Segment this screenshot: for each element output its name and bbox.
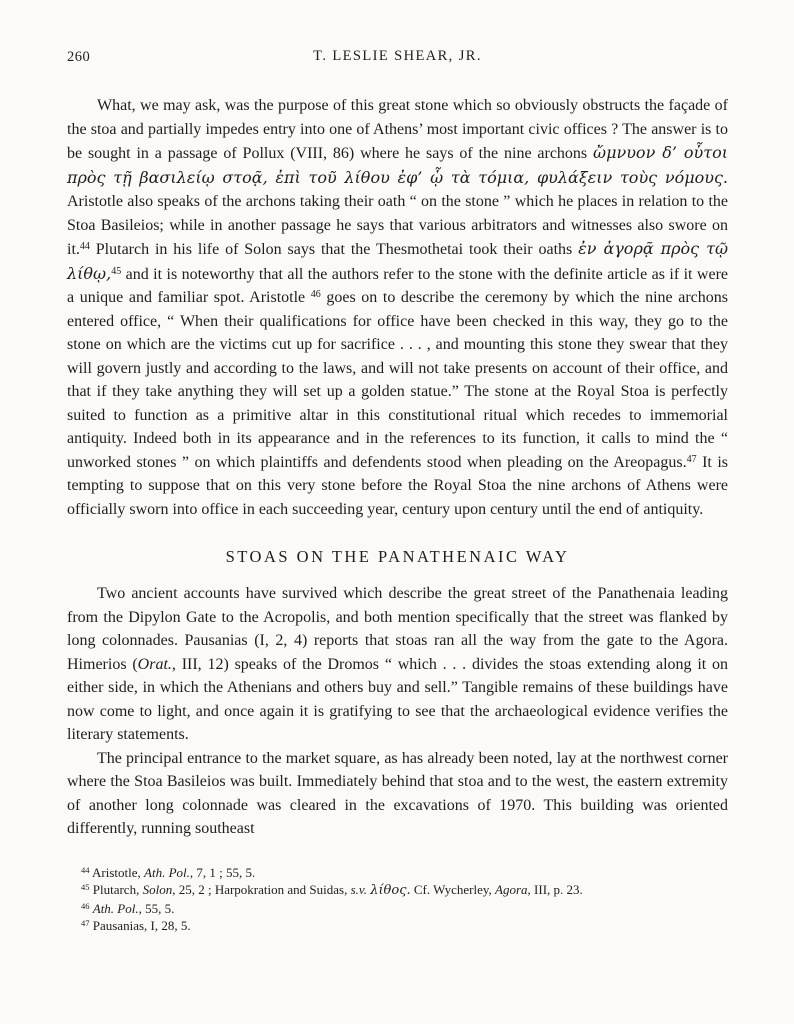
text-run: Aristotle also speaks of the archons taking their oath “ on the stone ” which he places in relation to the Stoa Basileios; while in another passage he says that various arbitrators and witnesses also swore on it. [67, 193, 728, 258]
text-run: , III, 12) speaks of the Dromos “ which . . . divides the stoas extending along it on either side, in which the Athenians and others buy and sell.” Tangible remains of these buildings have now come to light, and once again it is gratifying to see that the archaeological evidence verifies the literary statements. [67, 655, 729, 743]
footnote-46 [67, 900, 728, 918]
page-number: 260 [67, 49, 91, 65]
text-run: Two ancient accounts have survived which describe the great street of the Panathenaia leading from the Dipylon Gate to the Acropolis, and both mention specifically that the street was flanked by long colonnades. Pausanias (I, 2, 4) reports that stoas ran all the way from the gate to the Agora. Himerios ( [67, 585, 728, 673]
article-body [67, 94, 728, 841]
footnotes-block [67, 864, 728, 935]
text-run: Solon [142, 882, 173, 897]
text-run: It is tempting to suppose that on this very stone before the Royal Stoa the nine archons of Athens were officially sworn into office in each succeeding year, century upon century until the end of antiquity. [67, 453, 728, 518]
footnote-ref: 46 [81, 900, 90, 911]
text-run: The principal entrance to the market square, as has already been noted, lay at the northwest corner where the Stoa Basileios was built. Immediately behind that stoa and to the west, the eastern extremity of another long colonnade was cleared in the excavations of 1970. This building was oriented differently, running southeast [67, 749, 728, 837]
text-run: λίθος. [370, 883, 411, 898]
text-run: Ath. Pol. [92, 900, 139, 916]
text-run: , 7, 1 ; 55, 5. [189, 864, 256, 880]
footnote-ref: 45 [81, 882, 90, 892]
footnote-ref: 44 [79, 241, 90, 252]
text-run: , 25, 2 ; Harpokration and Suidas, [172, 882, 351, 897]
footnote-ref: 46 [310, 289, 321, 300]
text-run: What, we may ask, was the purpose of this great stone which so obviously obstructs the façade of the stoa and partially impedes entry into one of Athens’ most important civic offices ? The answer is to be sought in a passage of Pollux (VIII, 86) where he says of the nine archons [67, 97, 728, 162]
text-run: ἐν ἀγορᾷ πρὸς τῷ λίθῳ, [67, 239, 729, 283]
footnote-44 [67, 864, 728, 882]
text-run: Ath. Pol. [144, 864, 190, 880]
text-run: Aristotle, [89, 864, 145, 880]
text-run: Plutarch in his life of Solon says that the Thesmothetai took their oaths [89, 241, 579, 258]
section-heading: STOAS ON THE PANATHENAIC WAY [225, 547, 570, 566]
text-run: Pausanias, I, 28, 5. [89, 918, 191, 933]
text-run: ὤμνυον δ’ οὗτοι πρὸς τῇ βασιλείῳ στοᾷ, ἐπὶ τοῦ λίθου ἐφ’ ᾧ τὰ τόμια, φυλάξειν τοὺς νόμους. [67, 143, 729, 187]
text-run: s.v. [350, 882, 367, 897]
text-run: , 55, 5. [138, 900, 175, 916]
paragraph-2 [67, 582, 728, 747]
text-run: Cf. Wycherley, [410, 882, 496, 897]
paragraph-3 [67, 747, 728, 841]
footnote-45 [67, 881, 728, 900]
text-run: Orat. [137, 655, 172, 673]
footnote-47 [67, 917, 728, 935]
text-run: , III, p. 23. [527, 882, 583, 897]
footnote-ref: 47 [81, 918, 90, 928]
page-header [67, 48, 728, 66]
running-head: T. LESLIE SHEAR, JR. [313, 48, 482, 64]
footnote-ref: 45 [111, 265, 122, 277]
text-run: goes on to describe the ceremony by which the nine archons entered office, “ When their qualifications for office have been checked in this way, they go to the stone on which are the victims cut up for sacrifice . . . , and mounting this stone they swear that they will govern justly and according to the laws, and will not take presents on account of their office, and that if they take anything they will set up a golden statue.” The stone at the Royal Stoa is perfectly suited to function as a primitive altar in this constitutional ritual which recedes to immemorial antiquity. Indeed both in its appearance and in the references to its function, it calls to mind the “ unworked stones ” on which plaintiffs and defendents stood when pleading on the Areopagus. [67, 289, 729, 471]
text-run: Agora [495, 882, 528, 897]
text-run: Plutarch, [89, 882, 143, 897]
footnote-ref: 44 [81, 864, 90, 875]
text-run: and it is noteworthy that all the authors refer to the stone with the definite article as if it were a unique and familiar spot. Aristotle [67, 265, 728, 306]
paragraph-1 [67, 94, 728, 521]
footnote-ref: 47 [686, 453, 697, 465]
